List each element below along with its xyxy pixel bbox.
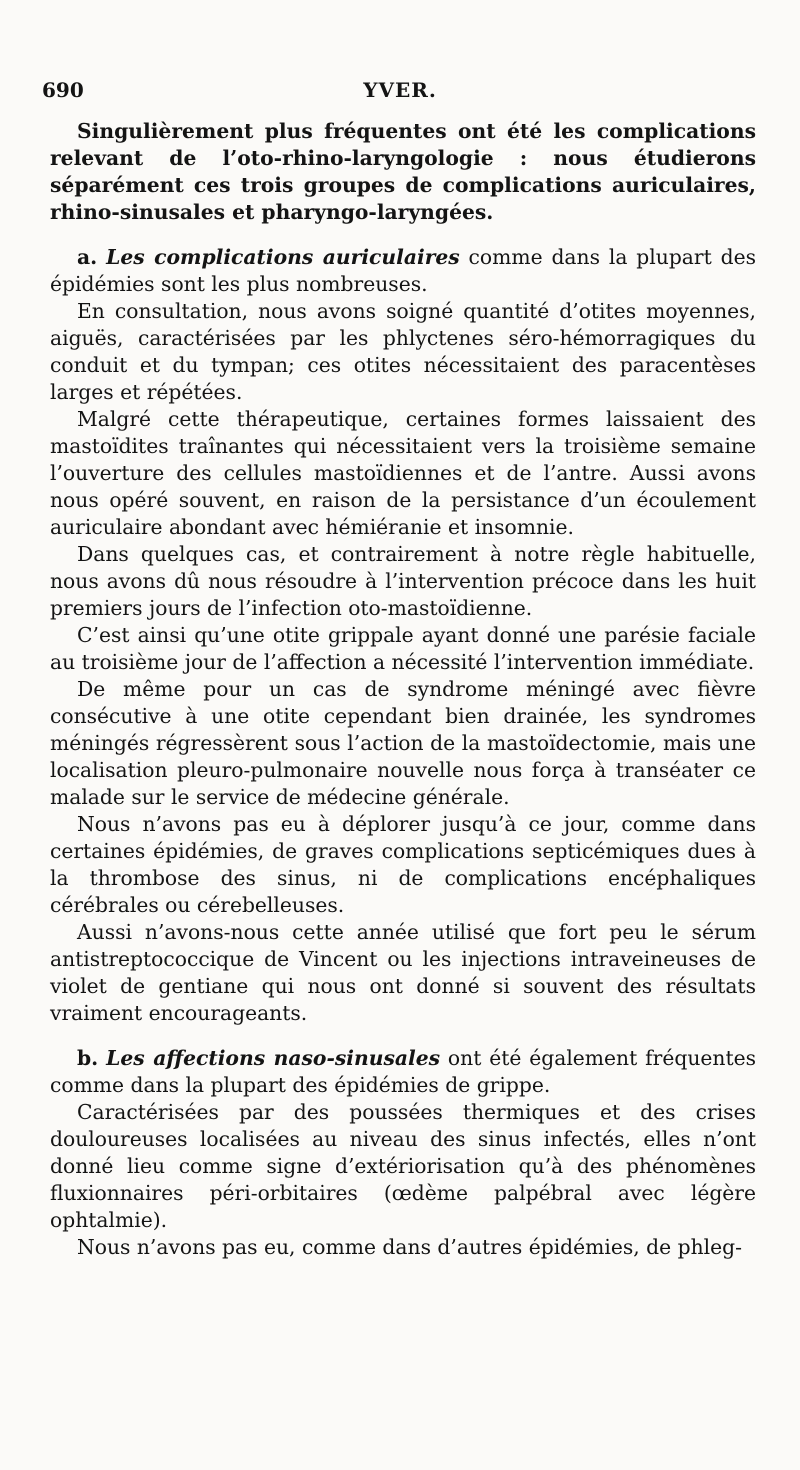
intro-paragraph: Singulièrement plus fréquentes ont été les complications relevant de l’oto-rhino-laryngologie : nous étudierons séparément ces trois groupes de complications auriculaires, rhino-sinusales et pharyngo-laryngées. [50, 119, 756, 224]
paragraph-serum: Aussi n’avons-nous cette année utilisé que fort peu le sérum antistreptococcique de Vincent ou les injections intraveineuses de violet de gentiane qui nous ont donné si souvent des résultats vraiment encourageants. [50, 920, 756, 1025]
paragraph-otite-grippale: C’est ainsi qu’une otite grippale ayant donné une parésie faciale au troisième jour de l’affection a nécessité l’intervention immédiate. [50, 623, 756, 674]
section-b-paragraph [50, 1045, 756, 1099]
paragraph-consultation: En consultation, nous avons soigné quantité d’otites moyennes, aiguës, caractérisées par les phlyctenes séro-hémorragiques du conduit et du tympan; ces otites nécessitaient des paracentèses larges et répétées. [50, 299, 756, 404]
paragraph-phleg: Nous n’avons pas eu, comme dans d’autres épidémies, de phleg- [77, 1235, 742, 1259]
paragraph-sinus: Caractérisées par des poussées thermiques et des crises douloureuses localisées au niveau des sinus infectés, elles n’ont donné lieu comme signe d’extériorisation qu’à des phénomènes fluxionnaires péri-orbitaires (œdème palpébral avec légère ophtalmie). [50, 1100, 756, 1232]
paragraph-syndrome-meninge: De même pour un cas de syndrome méningé avec fièvre consécutive à une otite cependant bien drainée, les syndromes méningés régressèrent sous l’action de la mastoïdectomie, mais une localisation pleuro-pulmonaire nouvelle nous força à transéater ce malade sur le service de médecine générale. [50, 677, 756, 809]
page-header [42, 78, 758, 110]
section-a-letter: a. [77, 245, 98, 269]
paragraph-quelques-cas: Dans quelques cas, et contrairement à notre règle habituelle, nous avons dû nous résoudre à l’intervention précoce dans les huit premiers jours de l’infection oto-mastoïdienne. [50, 542, 756, 620]
section-a-text: comme dans la plupart des épidémies sont les plus nombreuses. [50, 245, 756, 296]
section-a-paragraph [50, 244, 756, 298]
document-body [50, 118, 756, 1261]
page-number: 690 [42, 78, 84, 102]
paragraph-therapeutique: Malgré cette thérapeutique, certaines formes laissaient des mastoïdites traînantes qui nécessitaient vers la troisième semaine l’ouverture des cellules mastoïdiennes et de l’antre. Aussi avons nous opéré souvent, en raison de la persistance d’un écoulement auriculaire abondant avec hémiéranie et insomnie. [50, 407, 756, 539]
section-a-title: Les complications auriculaires [106, 245, 460, 269]
section-b-text: ont été également fréquentes comme dans la plupart des épidémies de grippe. [50, 1046, 756, 1097]
section-b-letter: b. [77, 1046, 99, 1070]
paragraph-complications: Nous n’avons pas eu à déplorer jusqu’à ce jour, comme dans certaines épidémies, de graves complications septicémiques dues à la thrombose des sinus, ni de complications encéphaliques cérébrales ou cérebelleuses. [50, 812, 756, 917]
running-head: YVER. [363, 78, 437, 102]
section-b-title: Les affections naso-sinusales [106, 1046, 441, 1070]
